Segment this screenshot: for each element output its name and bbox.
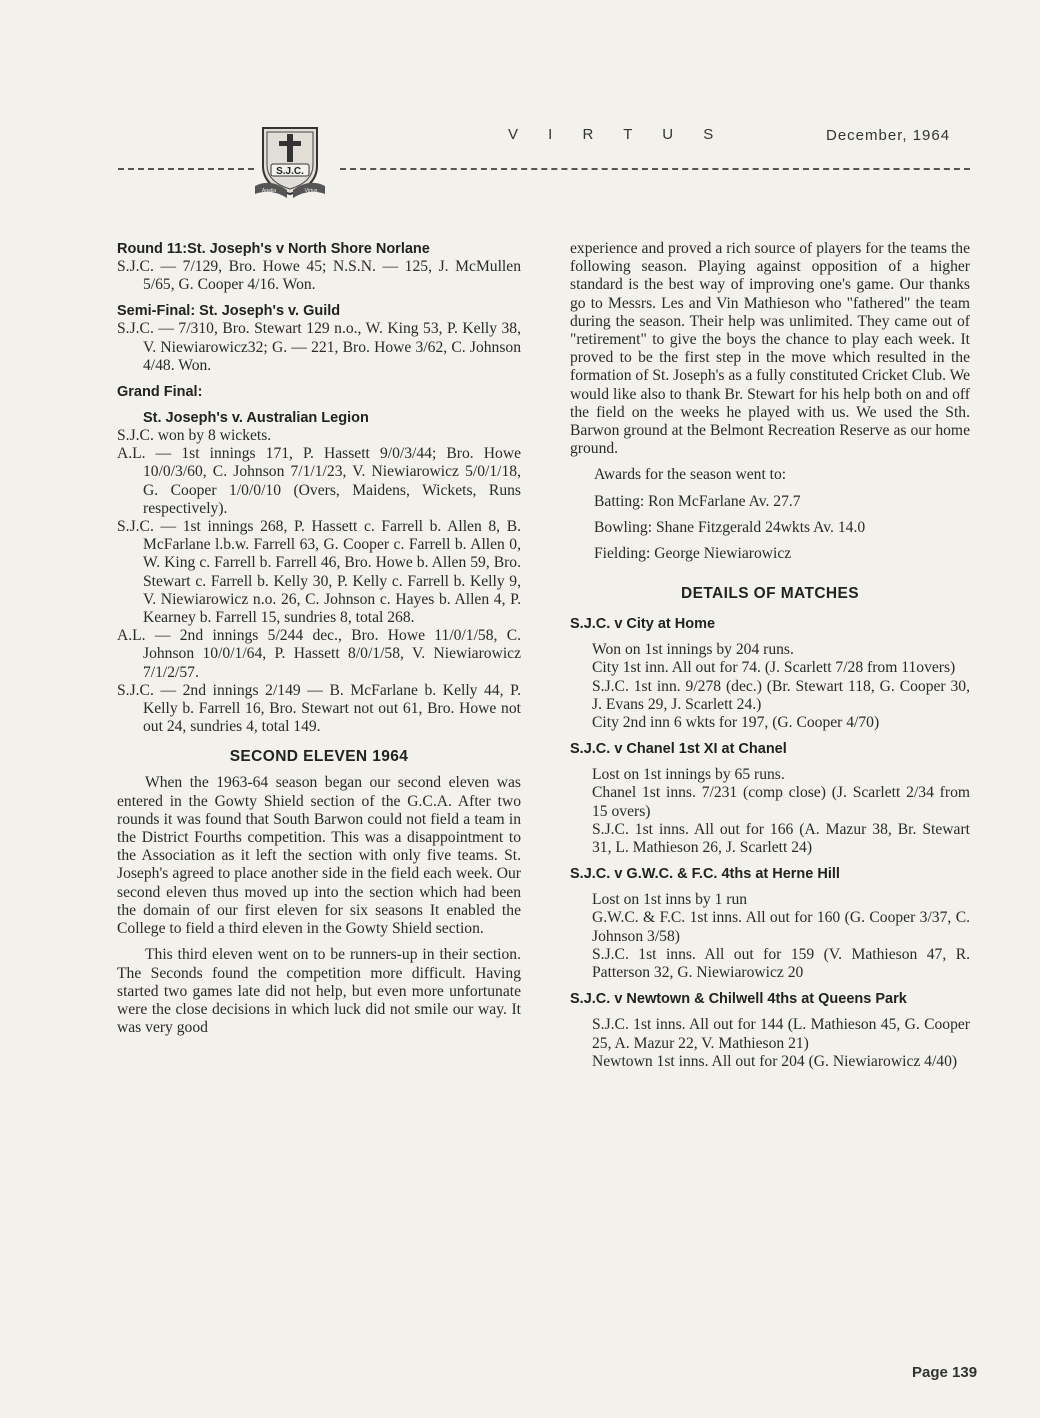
semi-final-result: S.J.C. — 7/310, Bro. Stewart 129 n.o., W. King 53, P. Kelly 38, V. Niewiarowicz32; G. — 221, Bro. Howe 3/62, C. Johnson 4/48. Won. [117,320,521,374]
grand-final-heading: Grand Final: [117,384,203,401]
header-rule-right [340,168,970,170]
award-bowling: Bowling: Shane Fitzgerald 24wkts Av. 14.0 [594,518,866,536]
award-batting: Batting: Ron McFarlane Av. 27.7 [594,492,801,510]
second-eleven-paragraph-2: This third eleven went on to be runners-up in their section. The Seconds found the competition more difficult. Having started two games late did not help, but even more unfortunate were the close decisions in which luck did not smile our way. It was very good [117,946,521,1037]
match-title: S.J.C. v City at Home [570,616,716,633]
match-line: S.J.C. 1st inn. 9/278 (dec.) (Br. Stewart 118, G. Cooper 30, J. Evans 29, J. Scarlett 24.) [592,677,970,713]
grand-final-al-first-innings: A.L. — 1st innings 171, P. Hassett 9/0/3/44; Bro. Howe 10/0/3/60, C. Johnson 7/1/1/23, V. Niewiarowicz 5/0/1/18, G. Cooper 1/0/0/10 (Overs, Maidens, Wickets, Runs respectively). [117,445,521,517]
grand-final-sjc-first-innings: S.J.C. — 1st innings 268, P. Hassett c. Farrell b. Allen 8, B. McFarlane l.b.w. Farrell 63, G. Cooper c. Farrell b. Allen 0, W. King c. Farrell b. Farrell 46, Bro. Howe b. Allen 59, Bro. Stewart c. Farrell b. Kelly 30, P. Kelly c. Farrell b. Kelly 9, V. Niewiarowicz n.o. 26, C. Johnson c. Hayes b. Allen 4, P. Kearney b. Farrell 15, sundries 8, total 268. [117,518,521,627]
match-line: Chanel 1st inns. 7/231 (comp close) (J. Scarlett 2/34 from 15 overs) [592,784,970,820]
second-eleven-continuation: experience and proved a rich source of players for the teams the following season. Playing against opposition of a higher standard is the best way of improving one's game. Our thanks go to Messrs. Les and Vin Mathieson who "fathered" the team during the season. Their help was unlimited. They came out of "retirement" to give the boys the chance to play each week. It proved to be the first step in the move which resulted in the formation of St. Joseph's as a fully constituted Cricket Club. We would like also to thank Br. Stewart for his help both on and off the field on the weeks he played with us. We used the Sth. Barwon ground at the Belmont Recreation Reserve as our home ground. [570,240,970,458]
header-rule-left [118,168,254,170]
match-line: G.W.C. & F.C. 1st inns. All out for 160 (G. Cooper 3/37, C. Johnson 3/58) [592,909,970,945]
match-line: City 2nd inn 6 wkts for 197, (G. Cooper 4/70) [592,714,880,732]
crest-motto-right: Virtus [304,188,318,194]
crest-motto-left: Agatia [261,188,277,194]
grand-final-al-second-innings: A.L. — 2nd innings 5/244 dec., Bro. Howe 11/0/1/58, C. Johnson 10/0/1/64, P. Hassett 8/0/1/58, V. Niewiarowicz 7/1/2/57. [117,627,521,681]
match-title: S.J.C. v G.W.C. & F.C. 4ths at Herne Hill [570,866,840,883]
crest-label: S.J.C. [276,166,304,177]
right-column [570,240,970,1071]
details-of-matches-heading: DETAILS OF MATCHES [681,585,859,603]
grand-final-outcome: S.J.C. won by 8 wickets. [117,427,272,445]
round11-result: S.J.C. — 7/129, Bro. Howe 45; N.S.N. — 125, J. McMullen 5/65, G. Cooper 4/16. Won. [117,258,521,294]
match-line: Newtown 1st inns. All out for 204 (G. Niewiarowicz 4/40) [592,1052,958,1070]
awards-intro: Awards for the season went to: [594,466,787,484]
semi-final-heading: Semi-Final: St. Joseph's v. Guild [117,303,341,320]
match-title: S.J.C. v Chanel 1st XI at Chanel [570,741,787,758]
match-title: S.J.C. v Newtown & Chilwell 4ths at Queens Park [570,991,907,1008]
page-number: Page 139 [912,1364,978,1381]
match-line: City 1st inn. All out for 74. (J. Scarlett 7/28 from 11overs) [592,659,956,677]
grand-final-sjc-second-innings: S.J.C. — 2nd innings 2/149 — B. McFarlane b. Kelly 44, P. Kelly b. Farrell 16, Bro. Stewart not out 61, Bro. Howe not out 24, sundries 4, total 149. [117,681,521,736]
page-header [0,0,1040,210]
left-column [117,240,521,1037]
match-line: Won on 1st innings by 204 runs. [592,641,794,659]
match-line: Lost on 1st innings by 65 runs. [592,766,785,784]
match-line: S.J.C. 1st inns. All out for 166 (A. Mazur 38, Br. Stewart 31, L. Mathieson 26, J. Scarlett 24) [592,820,970,857]
match-line: S.J.C. 1st inns. All out for 144 (L. Mathieson 45, G. Cooper 25, A. Mazur 22, V. Mathieson 21) [592,1016,970,1052]
issue-date: December, 1964 [826,127,951,144]
college-crest-icon [253,120,327,200]
second-eleven-paragraph-1: When the 1963-64 season began our second eleven was entered in the Gowty Shield section of the G.C.A. After two rounds it was found that South Barwon could not field a team in the District Fourths competition. This was a disappointment to the Association as it left the section with only five teams. St. Joseph's agreed to place another side in the field each week. Our second eleven thus moved up into the section which had been the domain of our first eleven for six seasons It enabled the College to field a third eleven in the Gowty Shield section. [117,774,521,938]
second-eleven-heading: SECOND ELEVEN 1964 [229,748,409,766]
grand-final-subheading: St. Joseph's v. Australian Legion [143,410,369,427]
match-line: Lost on 1st inns by 1 run [592,891,748,909]
award-fielding: Fielding: George Niewiarowicz [594,545,792,563]
match-line: S.J.C. 1st inns. All out for 159 (V. Mathieson 47, R. Patterson 32, G. Niewiarowicz 20 [592,945,970,982]
round11-heading: Round 11:St. Joseph's v North Shore Norlane [117,241,430,257]
masthead-title: V I R T U S [508,126,727,143]
